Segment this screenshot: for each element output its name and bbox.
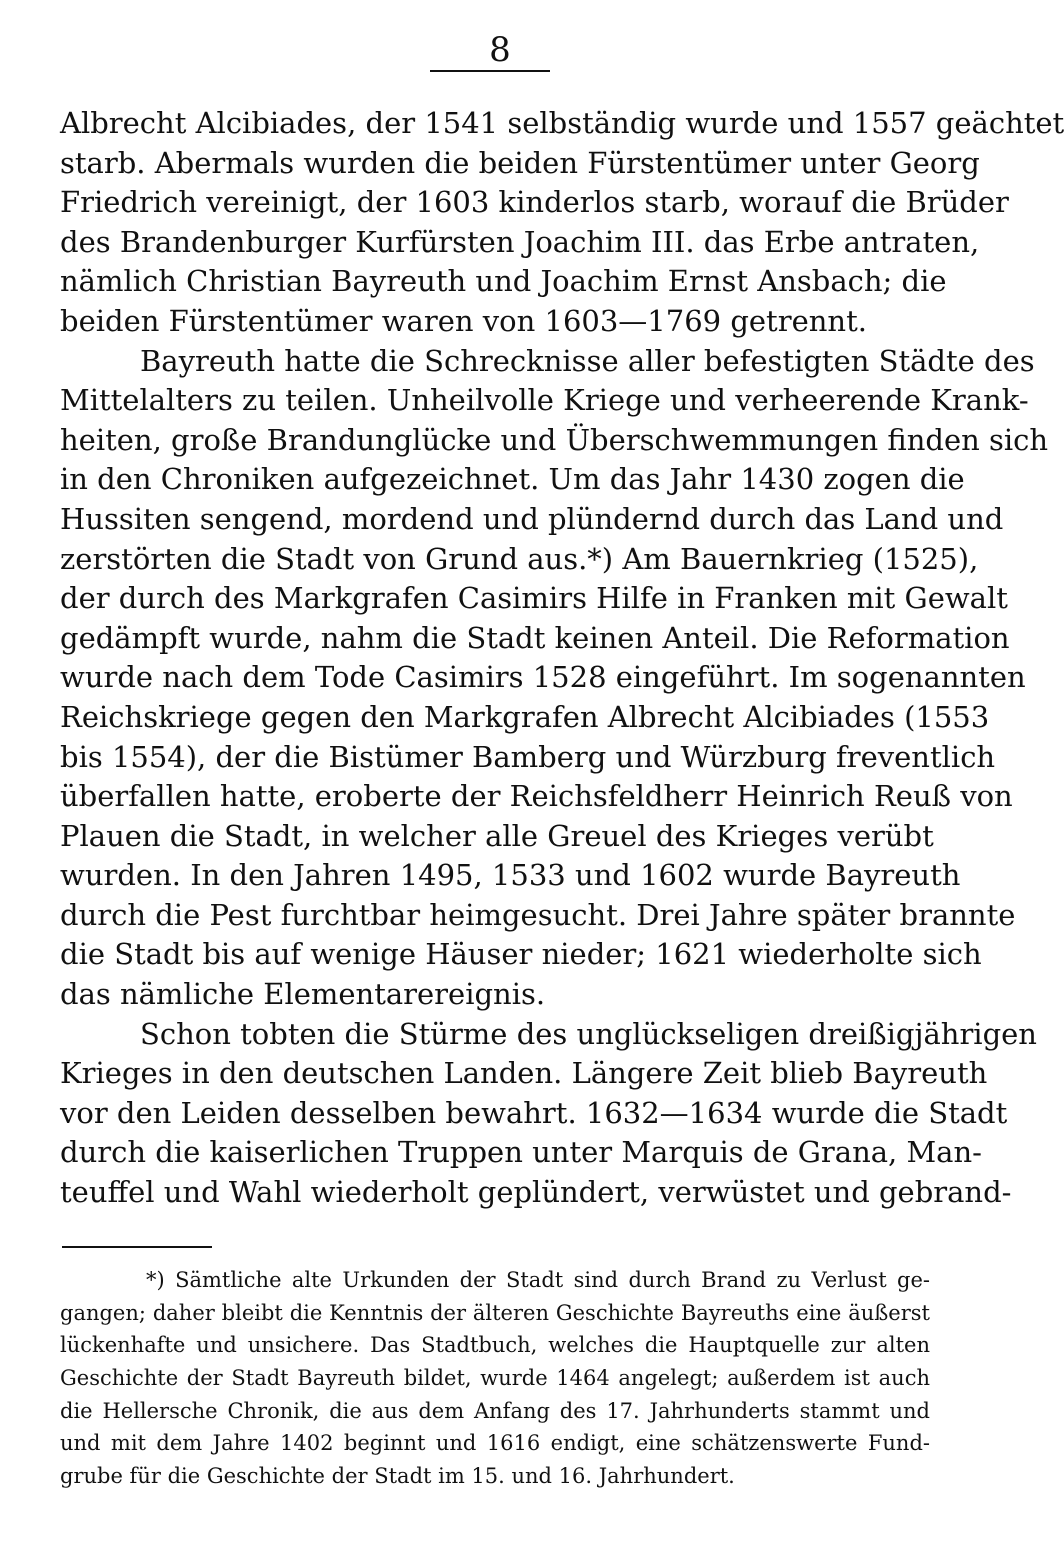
footnote-line: grube für die Geschichte der Stadt im 15. und 16. Jahrhundert. (60, 1464, 735, 1489)
text-line: zerstörten die Stadt von Grund aus.*) Am Bauernkrieg (1525), (60, 541, 979, 576)
page-number: 8 (489, 30, 511, 70)
footnote-line: und mit dem Jahre 1402 beginnt und 1616 endigt, eine schätzenswerte Fund- (60, 1431, 930, 1456)
footnote-line: *) Sämtliche alte Urkunden der Stadt sind durch Brand zu Verlust ge- (146, 1268, 930, 1292)
text-line: Friedrich vereinigt, der 1603 kinderlos starb, worauf die Brüder (60, 185, 1009, 220)
text-line: überfallen hatte, eroberte der Reichsfeldherr Heinrich Reuß von (60, 779, 1013, 814)
paragraph-3 (60, 1015, 1037, 1213)
text-line: starb. Abermals wurden die beiden Fürstentümer unter Georg (60, 145, 980, 180)
text-line: Albrecht Alcibiades, der 1541 selbständig wurde und 1557 geächtet (60, 106, 1064, 140)
footnote-rule (62, 1246, 212, 1248)
text-line: nämlich Christian Bayreuth und Joachim Ernst Ansbach; die (60, 264, 947, 299)
text-line: wurde nach dem Tode Casimirs 1528 eingeführt. Im sogenannten (60, 660, 1026, 695)
footnote-line: gangen; daher bleibt die Kenntnis der älteren Geschichte Bayreuths eine äußerst (60, 1300, 930, 1325)
text-line: teuffel und Wahl wiederholt geplündert, verwüstet und gebrand- (60, 1175, 1012, 1210)
footnote (60, 1264, 930, 1493)
text-line: wurden. In den Jahren 1495, 1533 und 1602 wurde Bayreuth (60, 858, 961, 893)
footnote-line: Geschichte der Stadt Bayreuth bildet, wurde 1464 angelegt; außerdem ist auch (60, 1366, 930, 1391)
main-text (60, 104, 1064, 1213)
text-line: Mittelalters zu teilen. Unheilvolle Kriege und verheerende Krank- (60, 383, 1029, 418)
paragraph-2 (60, 342, 1049, 1015)
footnote-line: lückenhafte und unsichere. Das Stadtbuch, welches die Hauptquelle zur alten (60, 1333, 930, 1358)
text-line: vor den Leiden desselben bewahrt. 1632—1634 wurde die Stadt (60, 1095, 1008, 1130)
footnote-line: die Hellersche Chronik, die aus dem Anfang des 17. Jahrhunderts stammt und (60, 1398, 930, 1423)
text-line: des Brandenburger Kurfürsten Joachim III. das Erbe antraten, (60, 224, 980, 259)
text-line: durch die kaiserlichen Truppen unter Marquis de Grana, Man- (60, 1135, 982, 1170)
text-line: Krieges in den deutschen Landen. Längere Zeit blieb Bayreuth (60, 1056, 988, 1091)
text-line: durch die Pest furchtbar heimgesucht. Drei Jahre später brannte (60, 897, 1016, 932)
text-line: Hussiten sengend, mordend und plündernd durch das Land und (60, 501, 1004, 536)
text-line: Schon tobten die Stürme des unglückseligen dreißigjährigen (140, 1016, 1037, 1051)
text-line: der durch des Markgrafen Casimirs Hilfe in Franken mit Gewalt (60, 581, 1008, 616)
text-line: heiten, große Brandunglücke und Überschwemmungen finden sich (60, 422, 1049, 457)
text-line: die Stadt bis auf wenige Häuser nieder; 1621 wiederholte sich (60, 937, 982, 972)
text-line: in den Chroniken aufgezeichnet. Um das Jahr 1430 zogen die (60, 462, 965, 497)
text-line: bis 1554), der die Bistümer Bamberg und Würzburg freventlich (60, 739, 996, 774)
text-line: das nämliche Elementarereignis. (60, 977, 546, 1012)
text-line: Reichskriege gegen den Markgrafen Albrecht Alcibiades (1553 (60, 699, 990, 734)
text-line: beiden Fürstentümer waren von 1603—1769 getrennt. (60, 303, 867, 338)
text-line: Bayreuth hatte die Schrecknisse aller befestigten Städte des (140, 343, 1035, 378)
text-line: Plauen die Stadt, in welcher alle Greuel des Krieges verübt (60, 818, 934, 853)
text-line: gedämpft wurde, nahm die Stadt keinen Anteil. Die Reformation (60, 620, 1010, 655)
header-rule (430, 70, 550, 72)
paragraph-1 (60, 104, 1064, 342)
